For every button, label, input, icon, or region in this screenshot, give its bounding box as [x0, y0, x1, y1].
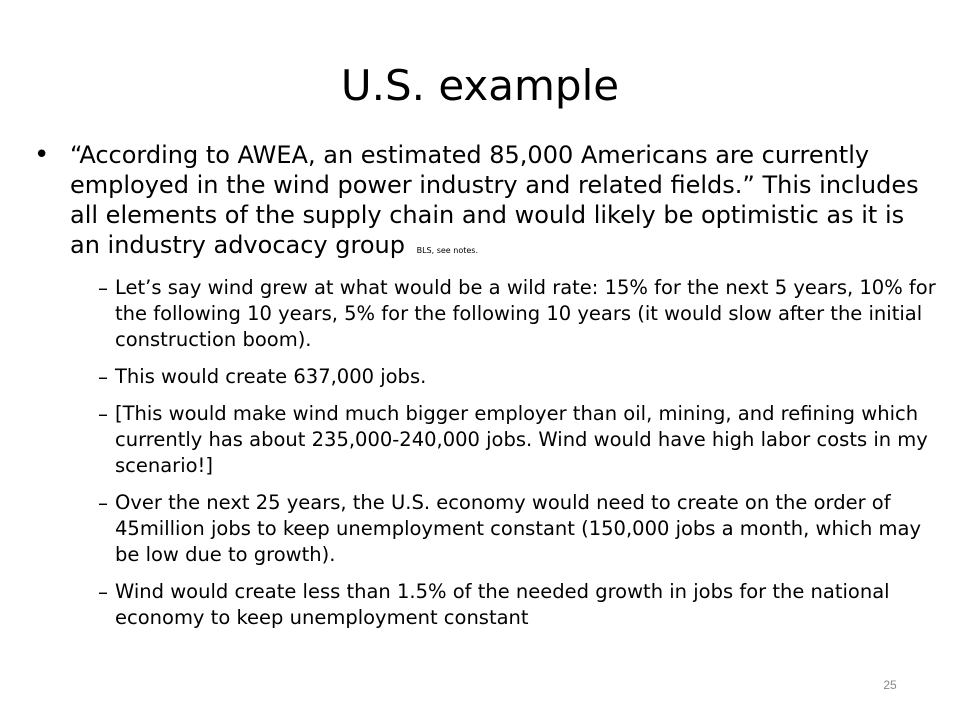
sub-bullet-text: This would create 637,000 jobs.: [115, 365, 427, 388]
dash-icon: –: [98, 580, 108, 604]
sub-bullet-item: [70, 401, 940, 479]
sub-bullet-list: [70, 275, 940, 642]
source-note: BLS, see notes.: [416, 246, 478, 255]
bullet-dot-icon: •: [34, 140, 50, 170]
main-bullet-text-block: [70, 140, 940, 266]
page-number: 25: [883, 678, 897, 692]
main-bullet: [30, 140, 940, 266]
slide-title: U.S. example: [340, 61, 620, 110]
sub-bullet-item: [70, 364, 940, 390]
dash-icon: –: [98, 491, 108, 515]
dash-icon: –: [98, 402, 108, 426]
sub-bullet-item: [70, 579, 940, 631]
dash-icon: –: [98, 276, 108, 300]
dash-icon: –: [98, 365, 108, 389]
main-bullet-text: “According to AWEA, an estimated 85,000 Americans are currently employed in the wind power industry and related fields.” This includes all elements of the supply chain and would likely be optimistic as it is an industry advocacy group: [70, 141, 919, 259]
sub-bullet-text: [This would make wind much bigger employer than oil, mining, and refining which currently has about 235,000-240,000 jobs. Wind would have high labor costs in my scenario!]: [115, 402, 928, 477]
sub-bullet-item: [70, 275, 940, 353]
sub-bullet-text: Over the next 25 years, the U.S. economy would need to create on the order of 45million jobs to keep unemployment constant (150,000 jobs a month, which may be low due to growth).: [115, 491, 921, 566]
sub-bullet-item: [70, 490, 940, 568]
sub-bullet-text: Let’s say wind grew at what would be a wild rate: 15% for the next 5 years, 10% for the following 10 years, 5% for the following 10 years (it would slow after the initial construction boom).: [115, 276, 936, 351]
sub-bullet-text: Wind would create less than 1.5% of the needed growth in jobs for the national economy to keep unemployment constant: [115, 580, 890, 629]
